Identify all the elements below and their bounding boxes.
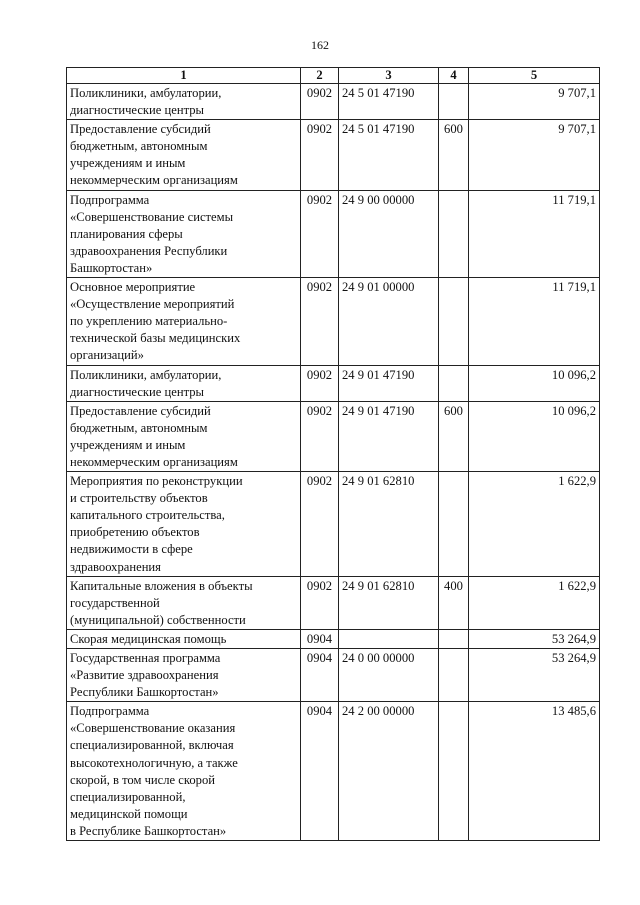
row-name-cell [67,576,301,629]
header-col-2: 2 [301,68,339,84]
row-amount: 1 622,9 [469,576,600,629]
row-name-line: Капитальные вложения в объекты [70,578,253,593]
row-target-code: 24 9 01 62810 [339,576,439,629]
row-expense-kind: 400 [439,576,469,629]
row-amount: 11 719,1 [469,278,600,365]
row-name-line: специализированной, включая [70,738,234,753]
row-expense-kind: 600 [439,401,469,471]
row-name-line: недвижимости в сфере [70,542,193,557]
row-name-line: высокотехнологичную, а также [70,755,238,770]
row-name-cell [67,278,301,365]
row-name-line: Подпрограмма [70,704,150,719]
row-name-cell [67,649,301,702]
table-row [67,120,600,190]
table-row [67,401,600,471]
row-name-cell [67,702,301,841]
row-name-line: некоммерческим организациям [70,173,238,188]
row-name-line: учреждениям и иным [70,437,186,452]
row-expense-kind [439,190,469,277]
table-row [67,576,600,629]
row-amount: 9 707,1 [469,120,600,190]
row-target-code: 24 9 01 47190 [339,401,439,471]
row-name-line: диагностические центры [70,384,204,399]
row-name-line: Основное мероприятие [70,280,196,295]
row-expense-kind [439,629,469,648]
row-name-line: Республики Башкортостан» [70,685,219,700]
row-name-cell [67,120,301,190]
row-expense-kind [439,365,469,401]
row-target-code [339,629,439,648]
row-name-cell [67,472,301,577]
row-name-line: бюджетным, автономным [70,139,208,154]
row-section-code: 0902 [301,120,339,190]
row-name-line: Подпрограмма [70,192,150,207]
row-target-code: 24 2 00 00000 [339,702,439,841]
header-col-5: 5 [469,68,600,84]
row-name-line: Башкортостан» [70,260,153,275]
row-name-line: (муниципальной) собственности [70,612,246,627]
table-body [67,84,600,841]
row-name-line: планирования сферы [70,226,183,241]
row-amount: 1 622,9 [469,472,600,577]
row-target-code: 24 9 01 00000 [339,278,439,365]
row-target-code: 24 5 01 47190 [339,84,439,120]
row-name-line: капитального строительства, [70,508,225,523]
row-name-line: «Развитие здравоохранения [70,668,219,683]
row-amount: 11 719,1 [469,190,600,277]
row-amount: 53 264,9 [469,649,600,702]
row-name-line: Предоставление субсидий [70,403,211,418]
table-row [67,649,600,702]
row-amount: 9 707,1 [469,84,600,120]
row-amount: 10 096,2 [469,365,600,401]
row-name-line: Государственная программа [70,651,221,665]
row-expense-kind [439,84,469,120]
row-name-line: «Совершенствование системы [70,209,234,224]
row-name-line: Поликлиники, амбулатории, [70,367,222,382]
row-section-code: 0902 [301,472,339,577]
row-name-line: здравоохранения Республики [70,243,228,258]
table-header [67,68,600,84]
row-name-line: и строительству объектов [70,491,208,506]
row-target-code: 24 9 01 62810 [339,472,439,577]
row-name-cell [67,365,301,401]
row-target-code: 24 5 01 47190 [339,120,439,190]
row-expense-kind: 600 [439,120,469,190]
row-name-line: бюджетным, автономным [70,420,208,435]
row-name-line: приобретению объектов [70,525,200,540]
row-name-line: государственной [70,595,160,610]
row-name-line: Мероприятия по реконструкции [70,474,243,489]
row-section-code: 0902 [301,576,339,629]
header-col-4: 4 [439,68,469,84]
budget-table [66,67,600,841]
row-name-line: по укреплению материально- [70,314,228,329]
row-name-line: медицинской помощи [70,806,188,821]
row-expense-kind [439,702,469,841]
row-name-line: некоммерческим организациям [70,454,238,469]
row-section-code: 0902 [301,401,339,471]
page-number: 162 [311,38,329,52]
row-section-code: 0902 [301,190,339,277]
row-name-line: специализированной, [70,789,186,804]
row-amount: 10 096,2 [469,401,600,471]
row-section-code: 0904 [301,702,339,841]
row-section-code: 0904 [301,649,339,702]
row-section-code: 0902 [301,365,339,401]
row-section-code: 0904 [301,629,339,648]
row-name-line: скорой, в том числе скорой [70,772,215,787]
row-name-line: «Совершенствование оказания [70,721,236,736]
row-name-line: технической базы медицинских [70,331,241,346]
table-row [67,472,600,577]
row-name-line: Предоставление субсидий [70,122,211,137]
row-name-line: в Республике Башкортостан» [70,823,227,838]
header-col-3: 3 [339,68,439,84]
row-name-cell [67,629,301,648]
row-target-code: 24 0 00 00000 [339,649,439,702]
row-name-line: диагностические центры [70,103,204,118]
row-target-code: 24 9 00 00000 [339,190,439,277]
table-row [67,702,600,841]
row-name-line: учреждениям и иным [70,156,186,171]
row-expense-kind [439,278,469,365]
header-row [67,68,600,84]
table-row [67,365,600,401]
row-amount: 13 485,6 [469,702,600,841]
row-name-line: организаций» [70,348,144,363]
row-name-cell [67,401,301,471]
row-expense-kind [439,472,469,577]
row-name-line: здравоохранения [70,559,161,574]
row-amount: 53 264,9 [469,629,600,648]
row-target-code: 24 9 01 47190 [339,365,439,401]
row-name-cell [67,190,301,277]
table-row [67,190,600,277]
row-section-code: 0902 [301,84,339,120]
row-name-cell [67,84,301,120]
header-col-1: 1 [67,68,301,84]
table-row [67,629,600,648]
table-row [67,84,600,120]
row-name-line: Поликлиники, амбулатории, [70,86,222,100]
row-name-line: Скорая медицинская помощь [70,631,227,646]
table-row [67,278,600,365]
row-expense-kind [439,649,469,702]
row-section-code: 0902 [301,278,339,365]
row-name-line: «Осуществление мероприятий [70,297,235,312]
